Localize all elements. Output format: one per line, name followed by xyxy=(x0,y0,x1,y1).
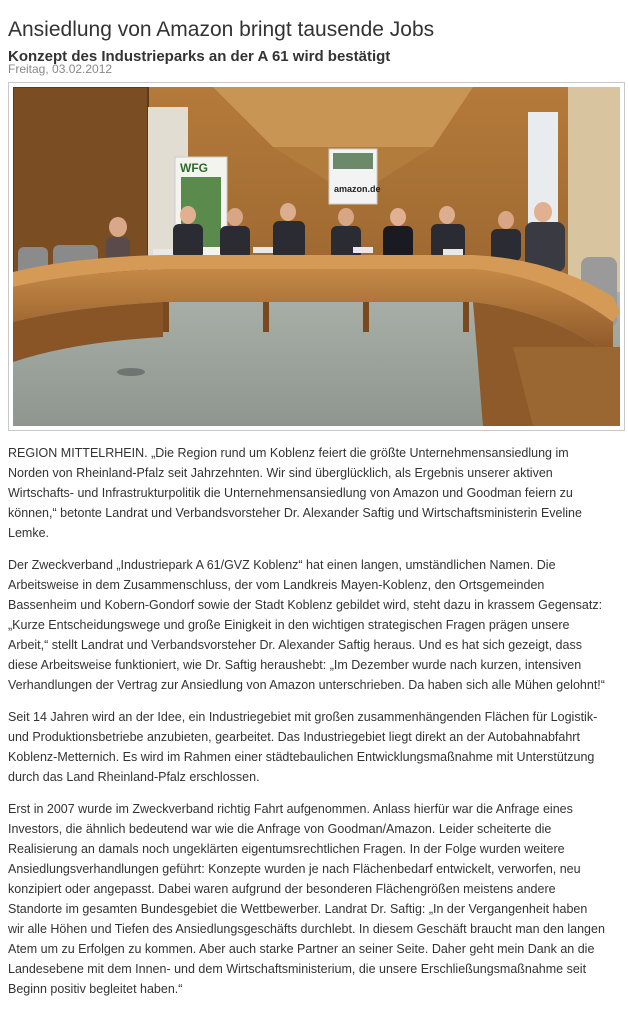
article-subheadline: Konzept des Industrieparks an der A 61 wird bestätigt xyxy=(8,48,391,66)
text-line: Der Zweckverband „Industriepark A 61/GVZ Koblenz“ hat einen langen, umständlichen Namen. Die xyxy=(8,558,556,572)
text-line: Norden von Rheinland-Pfalz seit Jahrzehnten. Wir sind überglücklich, als Ergebnis unserer aktiven xyxy=(8,466,553,480)
text-line: wir alle Höhen und Tiefen des Ansiedlungsgeschäfts durchlebt. In diesem Geschäft braucht man den langen xyxy=(8,922,605,936)
text-line: durch das Land Rheinland-Pfalz erschlossen. xyxy=(8,770,260,784)
banner-amazon-text: amazon.de xyxy=(334,184,381,194)
text-line: Arbeit,“ stellt Landrat und Verbandsvorsteher Dr. Alexander Saftig heraus. Und es hat sich gezeigt, dass xyxy=(8,638,582,652)
banner-wfg-text: WFG xyxy=(180,161,208,175)
text-line: Arbeitsweise in dem Zusammenschluss, der vom Landkreis Mayen-Koblenz, den Ortsgemeinden xyxy=(8,578,545,592)
text-line: REGION MITTELRHEIN. „Die Region rund um Koblenz feiert die größte Unternehmensansiedlung im xyxy=(8,446,569,460)
article-paragraph-4 xyxy=(8,799,628,999)
text-line: Seit 14 Jahren wird an der Idee, ein Industriegebiet mit großen zusammenhängenden Flächen für Logistik- xyxy=(8,710,598,724)
text-line: Landesebene mit dem Innen- und dem Wirtschaftsministerium, die unsere Erschließungsmaßnahme seit xyxy=(8,962,587,976)
text-line: Lemke. xyxy=(8,526,49,540)
text-line: können,“ betonte Landrat und Verbandsvorsteher Dr. Alexander Saftig und Wirtschaftsministerin Eveline xyxy=(8,506,582,520)
text-line: Standorte im gesamten Bundesgebiet die Wettbewerber. Landrat Dr. Saftig: „In der Vergangenheit haben xyxy=(8,902,588,916)
text-line: konzipiert oder angepasst. Dabei waren aufgrund der besonderen Flächengrößen meistens andere xyxy=(8,882,556,896)
article-paragraph-1 xyxy=(8,443,628,543)
article-paragraph-2 xyxy=(8,555,628,695)
text-line: „Kurze Entscheidungswege und große Einigkeit in den wichtigen strategischen Fragen prägen unsere xyxy=(8,618,570,632)
article-paragraph-3 xyxy=(8,707,628,787)
text-line: Investors, die ähnlich bedeutend war wie die Anfrage von Goodman/Amazon. Leider scheiterte die xyxy=(8,822,552,836)
text-line: Ansiedlungsverhandlungen geführt: Konzepte wurden je nach Flächenbedarf entwickelt, verworfen, neu xyxy=(8,862,581,876)
text-line: Atem um zu Erfolgen zu kommen. Aber auch starke Partner an seiner Seite. Daher geht mein Dank an die xyxy=(8,942,595,956)
text-line: und Produktionsbetriebe anzubieten, gearbeitet. Das Industriegebiet liegt direkt an der Autobahnabfahrt xyxy=(8,730,580,744)
text-line: Wirtschafts- und Infrastrukturpolitik die Unternehmensansiedlung von Amazon und Goodman feiern zu xyxy=(8,486,573,500)
article-date: Freitag, 03.02.2012 xyxy=(8,62,113,76)
text-line: Realisierung an damals noch ungeklärten eigentumsrechtlichen Fragen. In der Folge wurden weitere xyxy=(8,842,565,856)
article-photo-frame xyxy=(8,82,625,431)
article-headline: Ansiedlung von Amazon bringt tausende Jobs xyxy=(8,18,435,42)
text-line: Verhandlungen der Vertrag zur Ansiedlung von Amazon unterschrieben. Da haben sich alle Mühen gelohnt!“ xyxy=(8,678,605,692)
text-line: Bassenheim und Kobern-Gondorf sowie der Stadt Koblenz gebildet wird, steht dazu in krassem Gegensatz: xyxy=(8,598,603,612)
text-line: diese Arbeitsweise funktioniert, wie Dr. Saftig heraushebt: „Im Dezember wurde nach kurzen, intensiven xyxy=(8,658,582,672)
article-body xyxy=(8,443,628,1011)
press-conference-photo xyxy=(13,87,620,426)
text-line: Beginn positiv begleitet haben.“ xyxy=(8,982,183,996)
text-line: Koblenz-Metternich. Es wird im Rahmen einer städtebaulichen Entwicklungsmaßnahme mit Unterstützung xyxy=(8,750,595,764)
text-line: Erst in 2007 wurde im Zweckverband richtig Fahrt aufgenommen. Anlass hierfür war die Anfrage eines xyxy=(8,802,573,816)
